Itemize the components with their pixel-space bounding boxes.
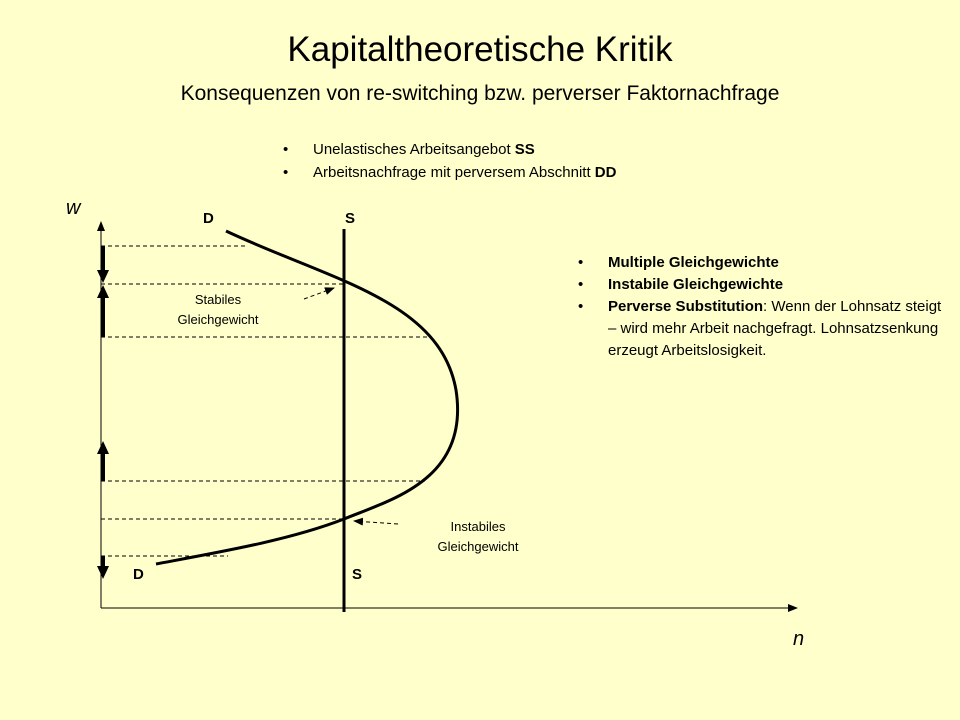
bullet-marker: • [283, 141, 289, 158]
y-axis-label: w [66, 197, 81, 219]
demand-label-top: D [203, 210, 214, 227]
x-axis-label: n [793, 628, 805, 650]
unstable-pointer [354, 521, 398, 524]
top-bullet-text: Unelastisches Arbeitsangebot [313, 141, 515, 158]
top-bullet-bold: DD [594, 164, 617, 181]
top-bullet-bold: SS [514, 141, 535, 158]
unstable-label-line2: Gleichgewicht [437, 539, 519, 554]
bullet-marker: • [283, 164, 289, 181]
bullet-marker: • [578, 276, 584, 293]
bullet-marker: • [578, 298, 584, 315]
demand-curve [156, 231, 458, 564]
arrow-up-upper-head [97, 285, 109, 298]
arrow-down-bottom-head [97, 566, 109, 579]
stable-label-line2: Gleichgewicht [177, 312, 259, 327]
arrow-up-lower-head [97, 441, 109, 454]
top-bullet-text: Arbeitsnachfrage mit perversem Abschnitt [313, 164, 595, 181]
stable-label-line1: Stabiles [194, 292, 242, 307]
right-bullet-bold: Instabile Gleichgewichte [608, 276, 784, 293]
bullet-marker: • [578, 254, 584, 271]
right-bullet-bold: Multiple Gleichgewichte [608, 254, 779, 271]
wage-movement-arrows [97, 246, 109, 579]
right-bullet-bold: Perverse Substitution [608, 298, 764, 315]
demand-label-bottom: D [133, 566, 144, 583]
unstable-label-line1: Instabiles [450, 519, 506, 534]
supply-label-bottom: S [352, 566, 363, 583]
slide-title: Kapitaltheoretische Kritik [287, 30, 673, 69]
supply-label-top: S [345, 210, 356, 227]
wage-guide-lines [101, 246, 427, 556]
stable-pointer [304, 288, 334, 299]
slide-subtitle: Konsequenzen von re-switching bzw. perverser Faktornachfrage [180, 82, 780, 105]
arrow-down-top-head [97, 270, 109, 283]
right-bullet-text: : Wenn der Lohnsatz steigt – wird mehr Arbeit nachgefragt. Lohnsatzsenkung erzeugt Arbeitslosigkeit. [608, 298, 942, 359]
